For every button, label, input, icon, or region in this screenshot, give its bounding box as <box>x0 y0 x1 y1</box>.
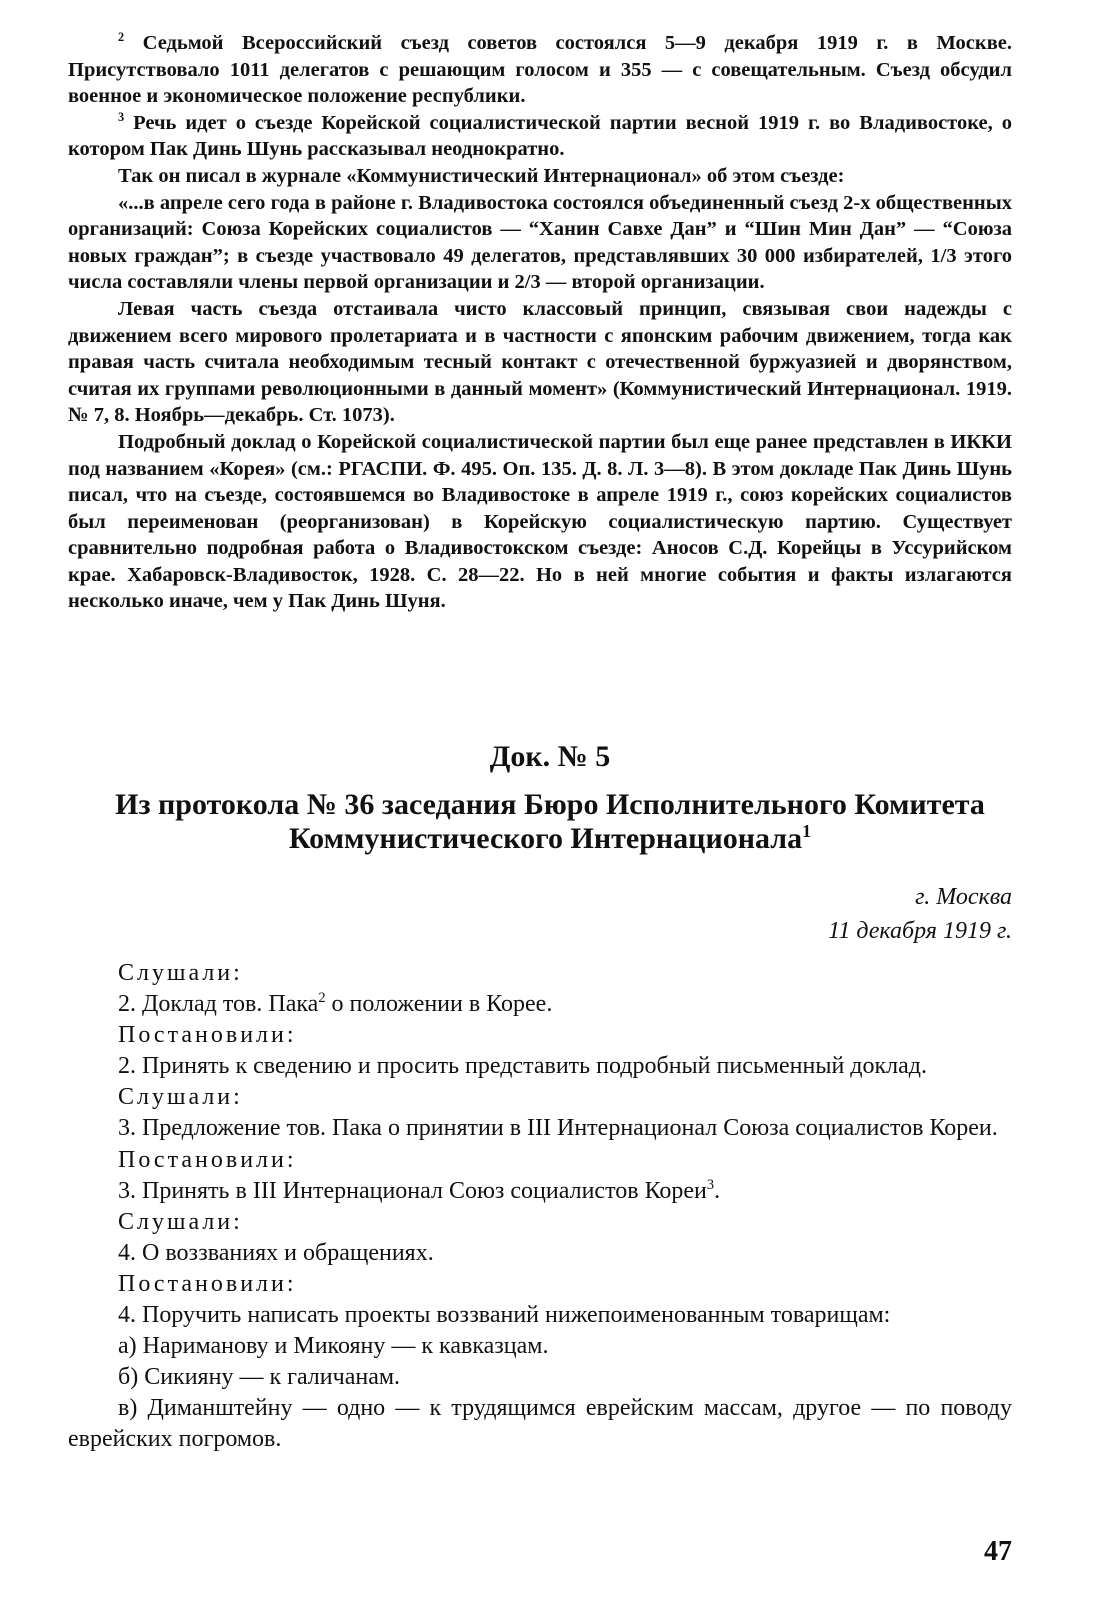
page-number: 47 <box>984 1536 1012 1567</box>
protocol-item: 4. Поручить написать проекты воззваний нижепоименованным товарищам: <box>118 1302 891 1329</box>
item-text: . <box>714 1177 721 1204</box>
heard-label: Слушали: <box>118 1208 243 1235</box>
item-text: 3. Принять в III Интернационал Союз социалистов Кореи <box>118 1177 707 1204</box>
footnotes-section <box>68 30 1012 615</box>
date: 11 декабря 1919 г. <box>828 918 1012 944</box>
item-text: о положении в Корее. <box>325 991 553 1018</box>
footnote-mark: 3 <box>118 109 125 124</box>
protocol-item: 2. Принять к сведению и просить представить подробный письменный доклад. <box>118 1053 927 1080</box>
place-date <box>828 880 1012 948</box>
footnote-3 <box>68 110 1012 163</box>
footnote-quote: «...в апреле сего года в районе г. Владивостока состоялся объединенный съезд 2-х общественных организаций: Союза Корейских социалистов — “Ханин Савхе Дан” и “Шин Мин Дан” — “Союза новых граждан”; в съезде участвовало 49 делегатов, представлявших 30 000 избирателей, 1/3 этого числа составляли члены первой организации и 2/3 — второй организации. <box>68 191 1012 294</box>
heard-label: Слушали: <box>118 1084 243 1111</box>
footnote-paragraph: Так он писал в журнале «Коммунистический Интернационал» об этом съезде: <box>118 164 845 187</box>
protocol-item: 3. Предложение тов. Пака о принятии в III Интернационал Союза социалистов Кореи. <box>118 1115 998 1142</box>
protocol-body <box>68 958 1012 1456</box>
footnote-mark: 2 <box>118 30 125 45</box>
item-text: 2. Доклад тов. Пака <box>118 991 319 1018</box>
document-title <box>60 788 1040 856</box>
protocol-item <box>68 1176 1012 1207</box>
footnote-text: Речь идет о съезде Корейской социалистической партии весной 1919 г. во Владивостоке, о котором Пак Динь Шунь рассказывал неоднократно. <box>68 111 1012 161</box>
footnote-mark: 3 <box>706 1176 715 1193</box>
decided-label: Постановили: <box>118 1270 297 1297</box>
place: г. Москва <box>915 884 1012 910</box>
title-line <box>60 822 1040 856</box>
decided-label: Постановили: <box>118 1146 297 1173</box>
title-line: Из протокола № 36 заседания Бюро Исполнительного Комитета <box>115 788 985 821</box>
sub-item: б) Сикияну — к галичанам. <box>118 1364 401 1391</box>
decided-label: Постановили: <box>118 1022 297 1049</box>
sub-item: а) Нариманову и Микояну — к кавказцам. <box>118 1333 549 1360</box>
footnote-paragraph: Левая часть съезда отстаивала чисто классовый принцип, связывая свои надежды с движением всего мирового пролетариата и в частности с японским рабочим движением, тогда как правая часть считала необходимым тесный контакт с отечественной буржуазией и дворянством, считая их группами революционными в данный момент» (Коммунистический Интернационал. 1919. № 7, 8. Ноябрь—декабрь. Ст. 1073). <box>68 297 1012 427</box>
footnote-text: Седьмой Всероссийский съезд советов состоялся 5—9 декабря 1919 г. в Москве. Присутствовало 1011 делегатов с решающим голосом и 355 — с совещательным. Съезд обсудил военное и экономическое положение республики. <box>68 32 1012 108</box>
footnote-mark: 2 <box>318 990 326 1007</box>
footnote-2 <box>68 30 1012 110</box>
protocol-item <box>68 989 1012 1020</box>
heard-label: Слушали: <box>118 960 243 986</box>
footnote-mark: 1 <box>802 821 812 841</box>
sub-item: в) Диманштейну — одно — к трудящимся еврейским массам, другое — по поводу еврейских погромов. <box>68 1395 1012 1453</box>
footnote-paragraph: Подробный доклад о Корейской социалистической партии был еще ранее представлен в ИККИ под названием «Корея» (см.: РГАСПИ. Ф. 495. Оп. 135. Д. 8. Л. 3—8). В этом докладе Пак Динь Шунь писал, что на съезде, состоявшемся во Владивостоке в апреле 1919 г., союз корейских социалистов был переименован (реорганизован) в Корейскую социалистическую партию. Существует сравнительно подробная работа о Владивостокском съезде: Аносов С.Д. Корейцы в Уссурийском крае. Хабаровск-Владивосток, 1928. С. 28—22. Но в ней многие события и факты излагаются несколько иначе, чем у Пак Динь Шуня. <box>68 430 1012 613</box>
document-number: Док. № 5 <box>489 740 611 773</box>
protocol-item: 4. О воззваниях и обращениях. <box>118 1239 434 1266</box>
title-text: Коммунистического Интернационала <box>288 822 803 855</box>
